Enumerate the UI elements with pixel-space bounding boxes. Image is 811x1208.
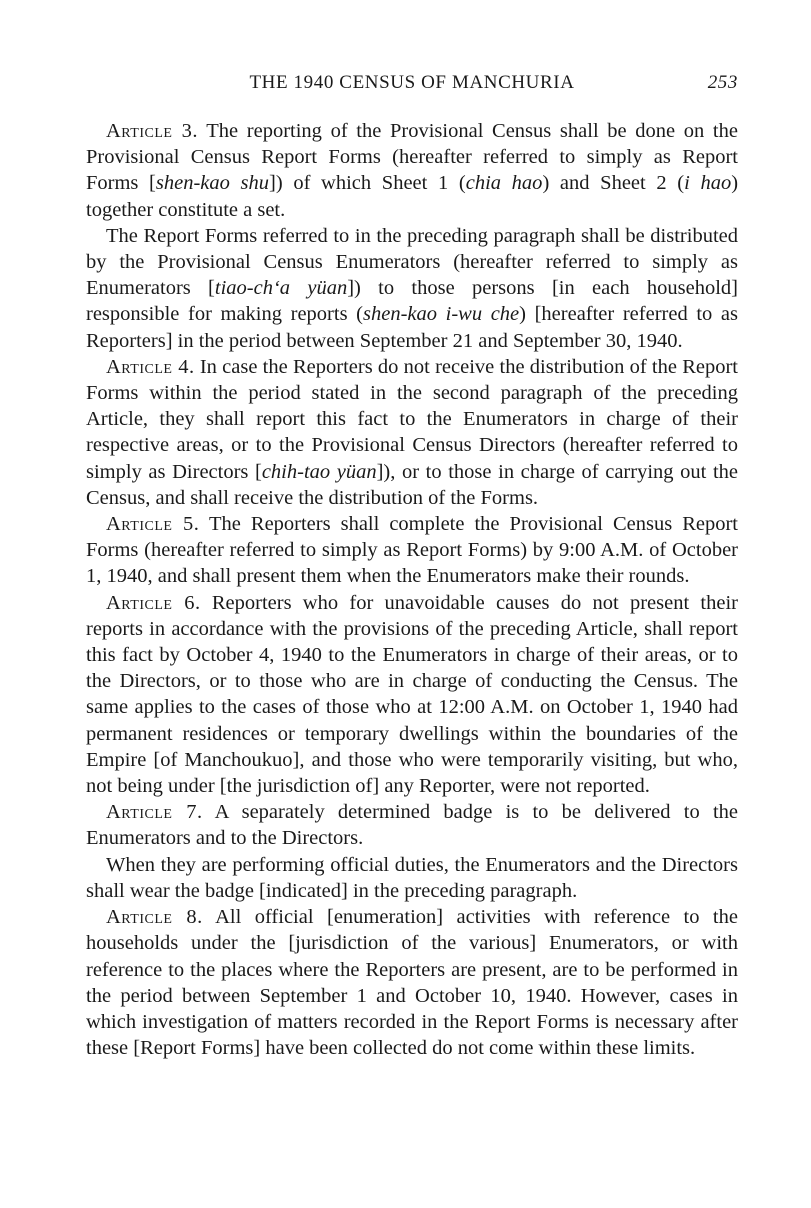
- text-run: ]) to those persons [in each household] responsible for making reports (: [86, 277, 738, 326]
- romanized-term: chih-tao yüan: [261, 460, 377, 483]
- article-label: Article 5.: [106, 513, 200, 536]
- text-run: The reporting of the Provisional Census shall be done on the Provisional Census Report Forms (hereafter referred to simply as Report Forms [: [86, 120, 738, 195]
- article-label: Article 7.: [106, 801, 203, 824]
- body-text: [86, 118, 738, 1061]
- running-title: THE 1940 CENSUS OF MANCHURIA: [249, 72, 575, 93]
- text-run: ]), or to those in charge of carrying out the Census, and shall receive the distribution of the Forms.: [86, 460, 738, 509]
- text-run: The Reporters shall complete the Provisional Census Report Forms (hereafter referred to simply as Report Forms) by 9:00 A.M. of October 1, 1940, and shall present them when the Enumerators make their rounds.: [86, 513, 738, 588]
- text-run: ]) of which Sheet 1 (: [269, 172, 466, 195]
- text-run: When they are performing official duties, the Enumerators and the Directors shall wear the badge [indicated] in the preceding paragraph.: [86, 853, 738, 902]
- article-label: Article 4.: [106, 355, 195, 378]
- article-label: Article 8.: [106, 906, 203, 929]
- romanized-term: tiao-ch‘a yüan: [214, 277, 348, 300]
- article-6-paragraph: [86, 590, 738, 800]
- article-4-paragraph: [86, 354, 738, 511]
- text-run: ) together constitute a set.: [86, 172, 739, 221]
- romanized-term: shen-kao i-wu che: [363, 303, 520, 326]
- article-5-paragraph: [86, 511, 738, 590]
- article-label: Article 6.: [106, 591, 201, 614]
- romanized-term: chia hao: [465, 172, 543, 195]
- text-run: All official [enumeration] activities with reference to the households under the [jurisdiction of the various] Enumerators, or with reference to the places where the Reporters are present, are to be performed in the period between September 1 and October 10, 1940. However, cases in which investigation of matters recorded in the Report Forms is necessary after these [Report Forms] have been collected do not come within these limits.: [86, 906, 738, 1060]
- article-3-continuation-paragraph: [86, 223, 738, 354]
- article-label: Article 3.: [106, 120, 198, 142]
- text-run: ) [hereafter referred to as Reporters] in the period between September 21 and September 30, 1940.: [86, 303, 738, 352]
- text-run: The Report Forms referred to in the preceding paragraph shall be distributed by the Provisional Census Enumerators (hereafter referred to simply as Enumerators [: [86, 224, 738, 300]
- text-run: A separately determined badge is to be delivered to the Enumerators and to the Directors.: [86, 801, 738, 850]
- text-run: Reporters who for unavoidable causes do not present their reports in accordance with the provisions of the preceding Article, shall report this fact by October 4, 1940 to the Enumerators in charge of their areas, or to the Directors, or to those who are in charge of conducting the Census. The same applies to the cases of those who at 12:00 A.M. on October 1, 1940 had permanent residences or temporary dwellings within the boundaries of the Empire [of Manchoukuo], and those who were temporarily visiting, but who, not being under [the jurisdiction of] any Reporter, were not reported.: [86, 591, 738, 798]
- article-7-continuation-paragraph: [86, 852, 738, 904]
- running-head: [86, 72, 738, 102]
- text-run: ) and Sheet 2 (: [542, 172, 685, 195]
- text-run: In case the Reporters do not receive the distribution of the Report Forms within the period stated in the second paragraph of the preceding Article, they shall report this fact to the Enumerators in charge of their respective areas, or to the Provisional Census Directors (hereafter referred to simply as Directors [: [86, 355, 738, 483]
- page-number: 253: [707, 72, 738, 93]
- article-7-paragraph: [86, 799, 738, 851]
- article-8-paragraph: [86, 904, 738, 1061]
- romanized-term: shen-kao shu: [155, 172, 270, 195]
- romanized-term: i hao: [684, 172, 732, 195]
- article-3-paragraph: [86, 118, 738, 223]
